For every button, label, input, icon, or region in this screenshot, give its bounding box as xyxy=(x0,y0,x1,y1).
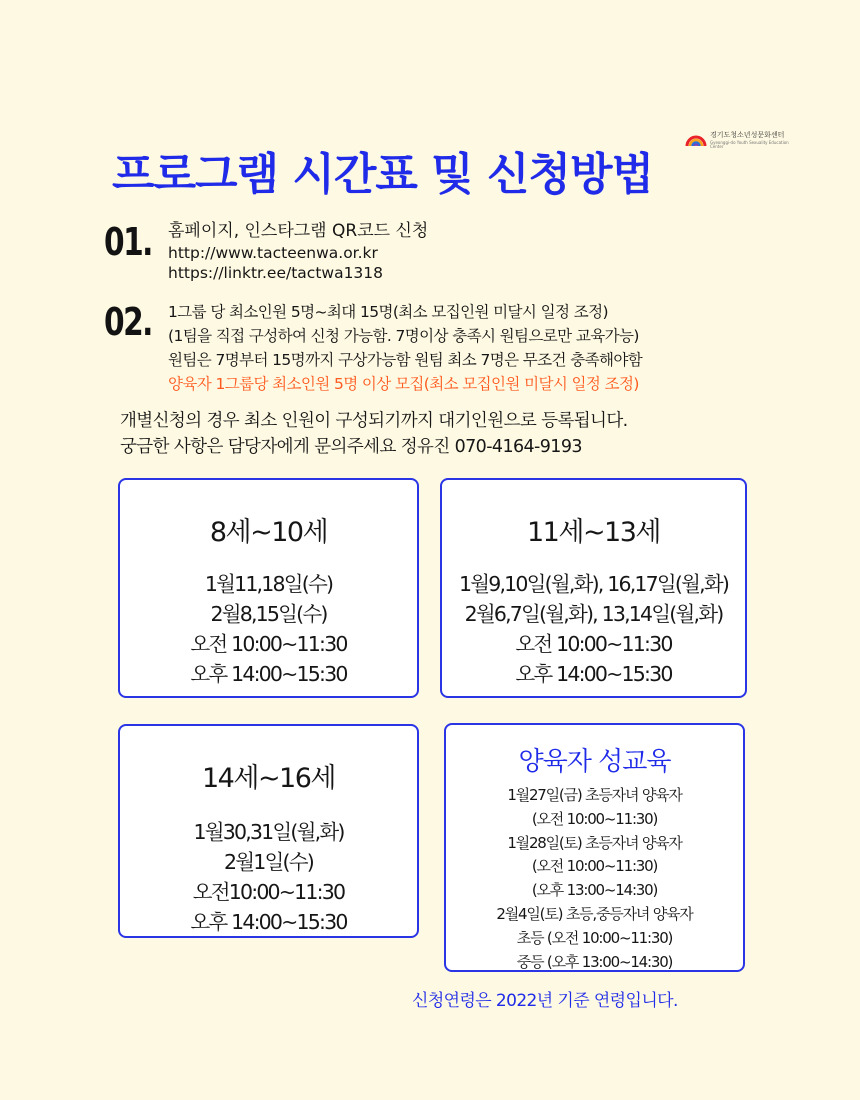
homepage-url: http://www.tacteenwa.or.kr xyxy=(168,244,378,262)
schedule-card-8-10 xyxy=(118,478,419,698)
schedule-line: 중등 (오후 13:00~14:30) xyxy=(516,952,673,971)
schedule-card-11-13 xyxy=(440,478,747,698)
schedule-line: (오후 13:00~14:30) xyxy=(531,881,658,900)
schedule-line: 오후 14:00~15:30 xyxy=(515,662,672,686)
step-number-02: 02. xyxy=(104,300,152,344)
age-basis-note: 신청연령은 2022년 기준 연령입니다. xyxy=(412,991,678,1011)
logo-rainbow-icon xyxy=(685,130,707,150)
schedule-line: 2월8,15일(수) xyxy=(210,602,327,626)
schedule-line: 1월11,18일(수) xyxy=(204,572,333,596)
step-02-line: (1팀을 직접 구성하여 신청 가능함. 7명이상 충족시 원팀으로만 교육가능) xyxy=(168,327,639,345)
schedule-line: 초등 (오전 10:00~11:30) xyxy=(516,928,673,947)
notice-line: 개별신청의 경우 최소 인원이 구성되기까지 대기인원으로 등록됩니다. xyxy=(120,411,628,431)
card-schedule xyxy=(442,569,745,689)
schedule-card-parents xyxy=(444,723,745,972)
step-01-text: 홈페이지, 인스타그램 QR코드 신청 xyxy=(168,221,429,241)
card-age-title: 양육자 성교육 xyxy=(518,747,671,777)
schedule-line: 1월27일(금) 초등자녀 양육자 xyxy=(507,786,682,804)
step-02-section xyxy=(168,300,642,396)
card-age-title: 14세~16세 xyxy=(202,763,335,794)
schedule-line: 오후 14:00~15:30 xyxy=(190,662,347,686)
notice-text xyxy=(120,408,628,460)
step-number-01: 01. xyxy=(104,220,152,264)
card-age-title: 8세~10세 xyxy=(209,517,328,548)
logo-name-ko: 경기도청소년성문화센터 xyxy=(710,130,785,139)
schedule-line: (오전 10:00~11:30) xyxy=(531,809,658,828)
schedule-line: 1월30,31일(월,화) xyxy=(193,820,344,844)
schedule-card-14-16 xyxy=(118,724,419,938)
step-01-section xyxy=(168,220,428,283)
schedule-line: (오전 10:00~11:30) xyxy=(531,857,658,876)
schedule-line: 오후 14:00~15:30 xyxy=(190,910,347,934)
schedule-line: 오전 10:00~11:30 xyxy=(515,632,672,656)
card-schedule xyxy=(120,569,417,689)
schedule-line: 오전 10:00~11:30 xyxy=(190,632,347,656)
logo-name-en: Gyeonggi-do Youth Sexuality Education Center xyxy=(710,139,789,149)
linktree-url: https://linktr.ee/tactwa1318 xyxy=(168,264,384,282)
notice-line: 궁금한 사항은 담당자에게 문의주세요 정유진 070-4164-9193 xyxy=(120,437,582,457)
card-schedule xyxy=(446,784,743,974)
schedule-line: 2월6,7일(월,화), 13,14일(월,화) xyxy=(464,602,723,626)
page-title: 프로그램 시간표 및 신청방법 xyxy=(112,149,654,200)
schedule-line: 2월1일(수) xyxy=(224,850,313,874)
card-schedule xyxy=(120,817,417,937)
step-02-line: 원팀은 7명부터 15명까지 구상가능함 원팀 최소 7명은 무조건 충족해야함 xyxy=(168,351,643,369)
schedule-line: 1월28일(토) 초등자녀 양육자 xyxy=(507,833,682,852)
step-02-highlight: 양육자 1그룹당 최소인원 5명 이상 모집(최소 모집인원 미달시 일정 조정) xyxy=(168,375,639,393)
step-02-line: 1그룹 당 최소인원 5명~최대 15명(최소 모집인원 미달시 일정 조정) xyxy=(168,303,608,321)
card-age-title: 11세~13세 xyxy=(527,517,660,548)
schedule-line: 오전10:00~11:30 xyxy=(192,880,345,904)
schedule-line: 2월4일(토) 초등,중등자녀 양육자 xyxy=(496,904,693,923)
center-logo xyxy=(685,124,795,156)
schedule-line: 1월9,10일(월,화), 16,17일(월,화) xyxy=(458,572,729,596)
